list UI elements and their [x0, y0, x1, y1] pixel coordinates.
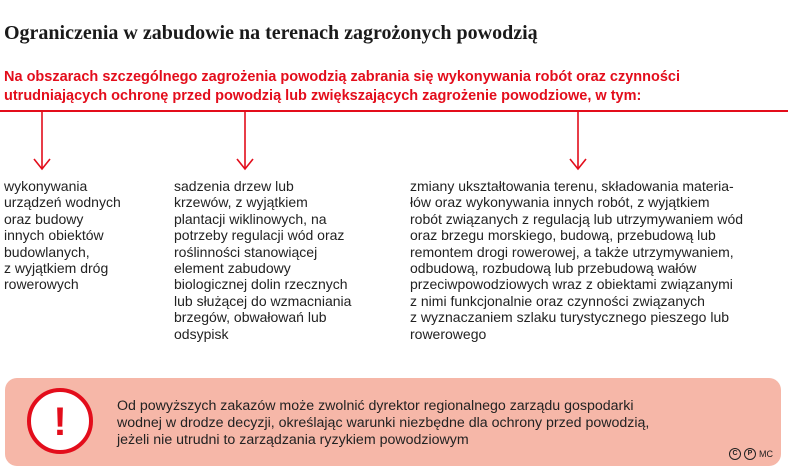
column-line: odbudową, rozbudową lub przebudową wałów [410, 260, 697, 277]
divider-line [0, 110, 788, 112]
page-title: Ograniczenia w zabudowie na terenach zagrożonych powodzią [4, 22, 538, 44]
note-text [117, 398, 649, 449]
column-line: potrzeby regulacji wód oraz [174, 227, 345, 244]
column-line: oraz budowy [4, 210, 84, 227]
column-line: budowlanych, [4, 243, 90, 260]
column-line: roślinności stanowiącej [174, 243, 318, 260]
column-line: krzewów, z wyjątkiem [174, 194, 308, 211]
column-line: robót związanych z regulacją lub utrzymywaniem wód [410, 210, 744, 227]
note-line: Od powyższych zakazów może zwolnić dyrektor regionalnego zarządu gospodarki [117, 398, 634, 414]
author-initials: MC [759, 449, 773, 459]
column-line: odsypisk [174, 325, 229, 342]
column-line: element zabudowy [174, 260, 291, 277]
column-line: lub służącej do wzmacniania [174, 292, 352, 309]
column-line: sadzenia drzew lub [174, 178, 294, 194]
column-line: przeciwpowodziowych wraz z obiektami związanymi [410, 276, 733, 293]
restriction-column-3 [410, 178, 743, 342]
column-line: z nimi funkcjonalnie oraz czynności związanych [410, 292, 705, 309]
p-circle-icon: P [744, 448, 756, 460]
column-line: z wyjątkiem dróg [4, 260, 109, 277]
column-line: innych obiektów [4, 227, 104, 244]
column-line: rowerowych [4, 276, 79, 293]
column-line: brzegów, obwałowań lub [174, 309, 327, 326]
column-line: rowerowego [410, 325, 487, 342]
restriction-column-2 [174, 178, 351, 342]
exclamation-mark: ! [53, 400, 67, 444]
lead-line: utrudniających ochronę przed powodzią lub zwiększających zagrożenie powodziowe, w tym: [4, 88, 642, 104]
arrow-down-icon [32, 110, 52, 172]
column-line: urządzeń wodnych [4, 194, 121, 211]
lead-text [4, 68, 784, 106]
note-line: jeżeli nie utrudni to zarządzania ryzykiem powodziowym [117, 432, 469, 448]
arrow-down-icon [235, 110, 255, 172]
copyright-icon: C [729, 448, 741, 460]
arrow-down-icon [568, 110, 588, 172]
column-line: oraz brzegu morskiego, budową, przebudową lub [410, 227, 716, 244]
restriction-column-1 [4, 178, 121, 293]
column-line: plantacji wiklinowych, na [174, 210, 327, 227]
exclamation-circle-icon [25, 386, 95, 456]
column-line: remontem drogi rowerowej, a także utrzymywaniem, [410, 243, 734, 260]
column-line: biologicznej dolin rzecznych [174, 276, 348, 293]
column-line: zmiany ukształtowania terenu, składowania materia- [410, 178, 734, 194]
lead-line: Na obszarach szczególnego zagrożenia powodzią zabrania się wykonywania robót oraz czynności [4, 69, 681, 85]
column-line: łów oraz wykonywania innych robót, z wyjątkiem [410, 194, 710, 211]
note-line: wodnej w drodze decyzji, określając warunki niezbędne dla ochrony przed powodzią, [117, 415, 650, 431]
column-line: z wyznaczaniem szlaku turystycznego pieszego lub [410, 309, 730, 326]
column-line: wykonywania [4, 178, 88, 194]
credit [729, 448, 773, 460]
exemption-note [5, 378, 781, 466]
